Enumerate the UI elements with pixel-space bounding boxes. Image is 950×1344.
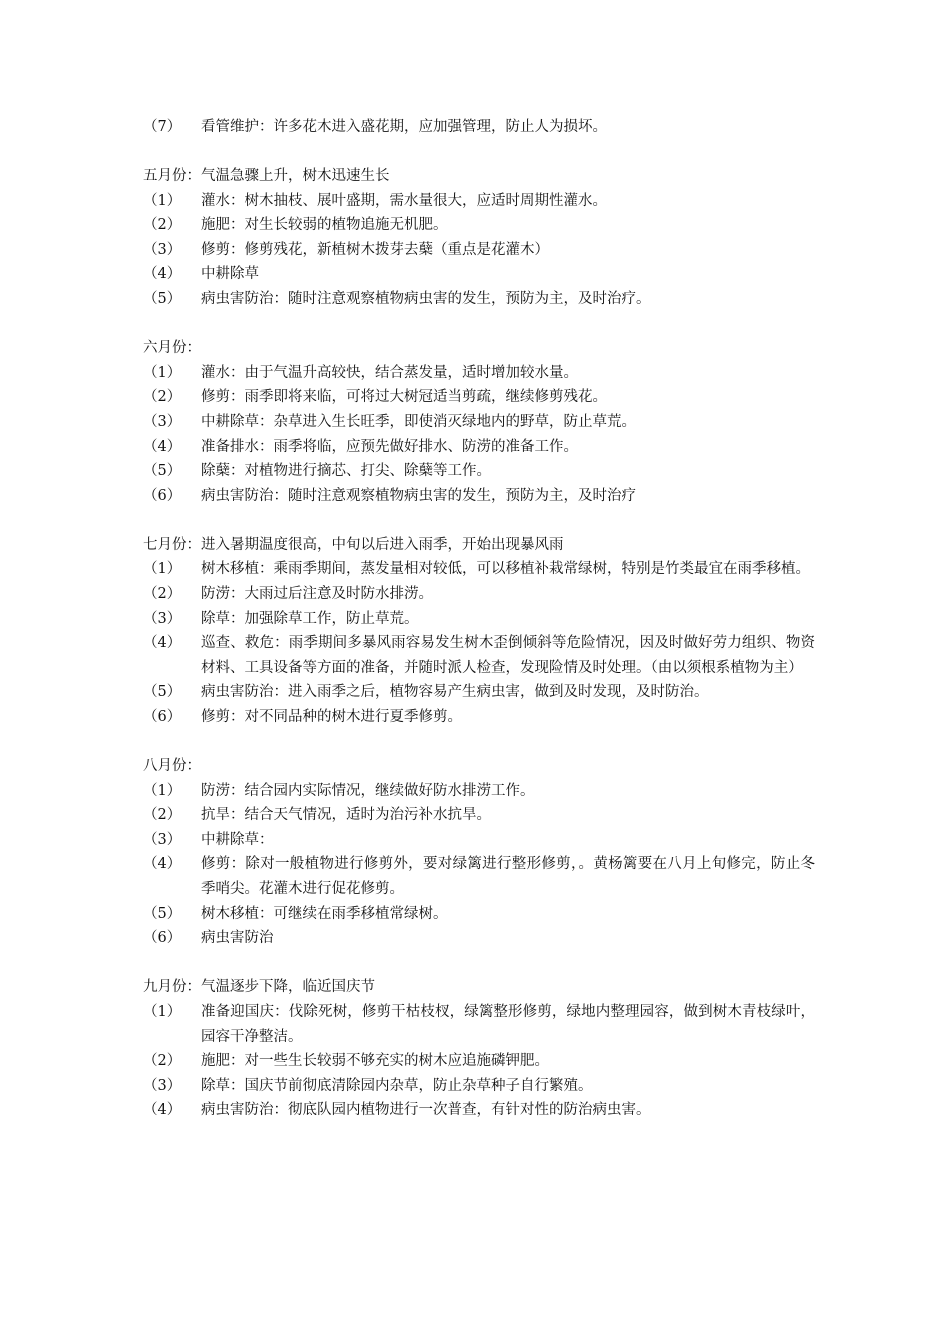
item-number: （5） bbox=[143, 291, 182, 308]
item-text: 看管维护：许多花木进入盛花期，应加强管理，防止人为损坏。 bbox=[201, 119, 607, 135]
item-number: （3） bbox=[143, 241, 182, 258]
item-number: （1） bbox=[143, 192, 182, 209]
item-text: 中耕除草： bbox=[201, 831, 274, 848]
item-text: 除蘖：对植物进行摘芯、打尖、除蘖等工作。 bbox=[201, 463, 491, 480]
item-number: （3） bbox=[143, 610, 182, 627]
item-text: 修剪：对不同品种的树木进行夏季修剪。 bbox=[201, 708, 462, 725]
list-item bbox=[143, 852, 815, 901]
item-number: （4） bbox=[143, 856, 182, 873]
section-september bbox=[143, 975, 815, 1123]
list-item bbox=[143, 115, 815, 140]
item-number: （1） bbox=[143, 1003, 182, 1020]
item-text: 巡查、救危：雨季期间多暴风雨容易发生树木歪倒倾斜等危险情况，因及时做好劳力组织、物资材料、工具设备等方面的准备，并随时派人检查，发现险情及时处理。（由以须根系植物为主） bbox=[201, 635, 815, 676]
item-text: 防涝：结合园内实际情况，继续做好防水排涝工作。 bbox=[201, 782, 535, 799]
item-text: 准备排水：雨季将临，应预先做好排水、防涝的准备工作。 bbox=[201, 438, 578, 455]
item-number: （1） bbox=[143, 782, 182, 799]
item-number: （4） bbox=[143, 635, 182, 652]
item-text: 病虫害防治 bbox=[201, 930, 274, 947]
item-number: （2） bbox=[143, 586, 182, 602]
item-number: （4） bbox=[143, 266, 182, 283]
section-heading: 七月份：进入暑期温度很高，中旬以后进入雨季，开始出现暴风雨 bbox=[143, 536, 564, 553]
item-number: （5） bbox=[143, 684, 182, 701]
item-text: 准备迎国庆：伐除死树，修剪干枯枝杈，绿篱整形修剪，绿地内整理园容，做到树木青枝绿叶，园容干净整洁。 bbox=[201, 1003, 815, 1045]
list-item bbox=[143, 435, 815, 460]
item-number: （3） bbox=[143, 1077, 182, 1094]
section-august bbox=[143, 754, 815, 951]
item-text: 除草：加强除草工作，防止草荒。 bbox=[201, 610, 419, 627]
item-text: 修剪：除对一般植物进行修剪外，要对绿篱进行整形修剪，。黄杨篱要在八月上旬修完，防止冬季哨尖。花灌木进行促花修剪。 bbox=[201, 856, 815, 898]
list-item bbox=[143, 238, 815, 263]
item-number: （6） bbox=[143, 930, 182, 947]
item-number: （5） bbox=[143, 905, 182, 922]
item-text: 灌水：树木抽枝、展叶盛期，需水量很大，应适时周期性灌水。 bbox=[201, 192, 607, 209]
section-heading: 六月份： bbox=[143, 340, 201, 357]
list-item bbox=[143, 484, 815, 509]
item-text: 施肥：对生长较弱的植物追施无机肥。 bbox=[201, 217, 448, 234]
item-number: （2） bbox=[143, 1053, 182, 1070]
item-number: （4） bbox=[143, 438, 182, 455]
section-may bbox=[143, 164, 815, 312]
list-item bbox=[143, 459, 815, 484]
list-item bbox=[143, 1049, 815, 1074]
item-number: （5） bbox=[143, 463, 182, 480]
list-item bbox=[143, 262, 815, 287]
item-number: （1） bbox=[143, 561, 182, 578]
list-item bbox=[143, 582, 815, 607]
section-heading: 八月份： bbox=[143, 758, 201, 775]
section-april-continued bbox=[143, 115, 815, 140]
item-number: （2） bbox=[143, 389, 182, 406]
list-item bbox=[143, 1074, 815, 1099]
section-july bbox=[143, 533, 815, 730]
list-item bbox=[143, 410, 815, 435]
list-item bbox=[143, 705, 815, 730]
item-text: 防涝：大雨过后注意及时防水排涝。 bbox=[201, 586, 433, 602]
item-text: 病虫害防治：随时注意观察植物病虫害的发生，预防为主，及时治疗 bbox=[201, 487, 636, 504]
item-text: 树木移植：乘雨季期间，蒸发量相对较低，可以移植补栽常绿树，特别是竹类最宜在雨季移植。 bbox=[201, 561, 810, 578]
item-text: 病虫害防治：随时注意观察植物病虫害的发生，预防为主，及时治疗。 bbox=[201, 291, 651, 308]
item-number: （2） bbox=[143, 217, 182, 234]
list-item bbox=[143, 213, 815, 238]
item-number: （7） bbox=[143, 119, 182, 135]
list-item bbox=[143, 189, 815, 214]
item-text: 灌水：由于气温升高较快，结合蒸发量，适时增加较水量。 bbox=[201, 364, 578, 381]
item-text: 施肥：对一些生长较弱不够充实的树木应追施磷钾肥。 bbox=[201, 1053, 549, 1070]
item-number: （6） bbox=[143, 487, 182, 504]
item-text: 病虫害防治：进入雨季之后，植物容易产生病虫害，做到及时发现，及时防治。 bbox=[201, 684, 709, 701]
list-item bbox=[143, 828, 815, 853]
item-number: （2） bbox=[143, 807, 182, 824]
list-item bbox=[143, 1000, 815, 1049]
item-text: 抗旱：结合天气情况，适时为治污补水抗旱。 bbox=[201, 807, 491, 824]
item-number: （4） bbox=[143, 1102, 182, 1119]
section-june bbox=[143, 336, 815, 508]
item-text: 中耕除草：杂草进入生长旺季，即使消灭绿地内的野草，防止草荒。 bbox=[201, 413, 636, 430]
list-item bbox=[143, 607, 815, 632]
list-item bbox=[143, 557, 815, 582]
section-heading: 五月份：气温急骤上升，树木迅速生长 bbox=[143, 168, 390, 185]
item-text: 中耕除草 bbox=[201, 266, 259, 283]
list-item bbox=[143, 287, 815, 312]
section-heading: 九月份：气温逐步下降，临近国庆节 bbox=[143, 979, 375, 996]
list-item bbox=[143, 385, 815, 410]
item-text: 修剪：修剪残花，新植树木拨芽去蘖（重点是花灌木） bbox=[201, 241, 549, 258]
list-item bbox=[143, 680, 815, 705]
item-number: （3） bbox=[143, 413, 182, 430]
list-item bbox=[143, 803, 815, 828]
item-text: 树木移植：可继续在雨季移植常绿树。 bbox=[201, 905, 448, 922]
item-number: （1） bbox=[143, 364, 182, 381]
list-item bbox=[143, 631, 815, 680]
item-number: （3） bbox=[143, 831, 182, 848]
item-number: （6） bbox=[143, 708, 182, 725]
list-item bbox=[143, 926, 815, 951]
item-text: 病虫害防治：彻底队园内植物进行一次普查，有针对性的防治病虫害。 bbox=[201, 1102, 651, 1119]
list-item bbox=[143, 1098, 815, 1123]
document-page bbox=[143, 115, 815, 1147]
item-text: 修剪：雨季即将来临，可将过大树冠适当剪疏，继续修剪残花。 bbox=[201, 389, 607, 406]
list-item bbox=[143, 779, 815, 804]
list-item bbox=[143, 361, 815, 386]
list-item bbox=[143, 902, 815, 927]
item-text: 除草：国庆节前彻底清除园内杂草，防止杂草种子自行繁殖。 bbox=[201, 1077, 593, 1094]
